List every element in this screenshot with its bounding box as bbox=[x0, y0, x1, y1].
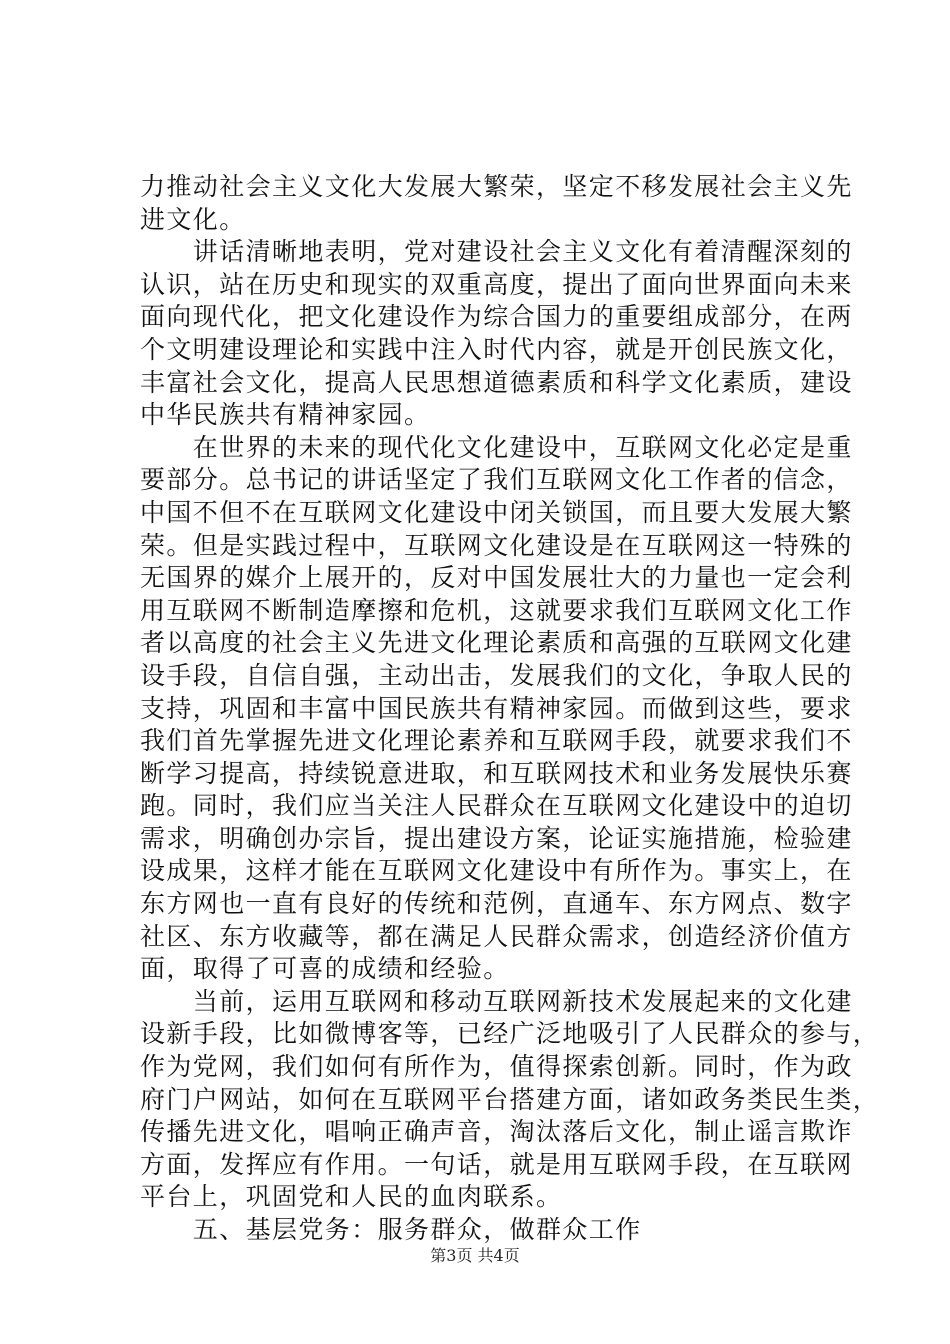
text-line: 跑。同时，我们应当关注人民群众在互联网文化建设中的迫切 bbox=[140, 791, 853, 821]
text-line: 无国界的媒介上展开的，反对中国发展壮大的力量也一定会利 bbox=[140, 563, 853, 593]
text-line: 平台上，巩固党和人民的血肉联系。 bbox=[140, 1182, 563, 1212]
text-line: 设新手段，比如微博客等，已经广泛地吸引了人民群众的参与， bbox=[140, 1019, 880, 1049]
text-line: 断学习提高，持续锐意进取，和互联网技术和业务发展快乐赛 bbox=[140, 758, 853, 788]
section-heading: 五、基层党务：服务群众，做群众工作 bbox=[140, 1215, 642, 1244]
text-line: 我们首先掌握先进文化理论素养和互联网手段，就要求我们不 bbox=[140, 726, 853, 756]
text-line: 方面，发挥应有作用。一句话，就是用互联网手段，在互联网 bbox=[140, 1149, 853, 1179]
text-line: 设成果，这样才能在互联网文化建设中有所作为。事实上，在 bbox=[140, 856, 853, 886]
text-line: 面，取得了可喜的成绩和经验。 bbox=[140, 954, 510, 984]
text-line: 府门户网站，如何在互联网平台搭建方面，诸如政务类民生类， bbox=[140, 1084, 880, 1114]
text-line: 支持，巩固和丰富中国民族共有精神家园。而做到这些，要求 bbox=[140, 693, 853, 723]
text-line: 用互联网不断制造摩擦和危机，这就要求我们互联网文化工作 bbox=[140, 595, 853, 625]
page-number-footer: 第3页 共4页 bbox=[430, 1246, 520, 1265]
text-line: 个文明建设理论和实践中注入时代内容，就是开创民族文化， bbox=[140, 334, 853, 364]
text-line: 需求，明确创办宗旨，提出建设方案，论证实施措施，检验建 bbox=[140, 823, 853, 853]
text-line: 在世界的未来的现代化文化建设中，互联网文化必定是重 bbox=[140, 432, 853, 462]
text-line: 荣。但是实践过程中，互联网文化建设是在互联网这一特殊的 bbox=[140, 530, 853, 560]
text-line: 东方网也一直有良好的传统和范例，直通车、东方网点、数字 bbox=[140, 889, 853, 919]
text-line: 进文化。 bbox=[140, 204, 246, 234]
text-line: 中华民族共有精神家园。 bbox=[140, 400, 431, 430]
text-line: 设手段，自信自强，主动出击，发展我们的文化，争取人民的 bbox=[140, 660, 853, 690]
text-line: 作为党网，我们如何有所作为，值得探索创新。同时，作为政 bbox=[140, 1052, 853, 1082]
document-body bbox=[140, 171, 880, 1247]
text-line: 讲话清晰地表明，党对建设社会主义文化有着清醒深刻的 bbox=[140, 237, 853, 267]
text-line: 面向现代化，把文化建设作为综合国力的重要组成部分，在两 bbox=[140, 302, 853, 332]
text-line: 认识，站在历史和现实的双重高度，提出了面向世界面向未来 bbox=[140, 269, 853, 299]
text-line: 社区、东方收藏等，都在满足人民群众需求，创造经济价值方 bbox=[140, 921, 853, 951]
text-line: 当前，运用互联网和移动互联网新技术发展起来的文化建 bbox=[140, 986, 853, 1016]
text-line: 要部分。总书记的讲话坚定了我们互联网文化工作者的信念， bbox=[140, 465, 853, 495]
text-line: 力推动社会主义文化大发展大繁荣，坚定不移发展社会主义先 bbox=[140, 172, 853, 201]
text-line: 者以高度的社会主义先进文化理论素质和高强的互联网文化建 bbox=[140, 628, 853, 658]
text-line: 中国不但不在互联网文化建设中闭关锁国，而且要大发展大繁 bbox=[140, 497, 853, 527]
text-line: 丰富社会文化，提高人民思想道德素质和科学文化素质，建设 bbox=[140, 367, 853, 397]
text-line: 传播先进文化，唱响正确声音，淘汰落后文化，制止谣言欺诈 bbox=[140, 1117, 853, 1147]
